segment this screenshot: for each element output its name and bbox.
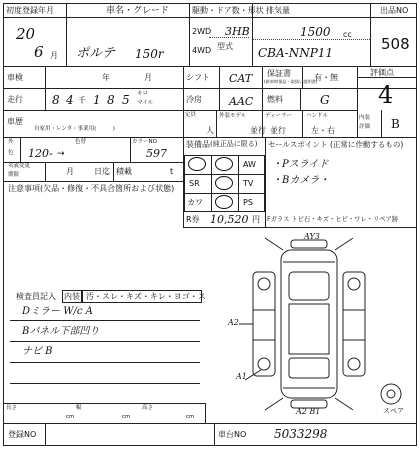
lot-label: 出品NO (380, 6, 409, 15)
inspection-year-unit: 年 (102, 73, 110, 82)
name-grade-label: 車名・グレード (106, 6, 170, 16)
history-label: 車歴 (7, 117, 23, 126)
inspector-note: Bパネル下部凹り (22, 326, 100, 337)
first-reg-month-unit: 月 (50, 51, 58, 60)
car-right-side (343, 272, 365, 376)
dealer-sub: 並行 (270, 126, 286, 135)
divider (183, 227, 265, 228)
divider (113, 162, 114, 181)
mileage-label: 走行 (7, 95, 23, 104)
equipment-circle (188, 157, 206, 171)
name-change-label: 名義変更 (8, 163, 31, 169)
divider (381, 110, 382, 137)
equipment-note: (純正品に限る) (210, 140, 258, 148)
fuel-value: G (320, 93, 330, 107)
diagram-left-mark: A2 (228, 318, 239, 327)
divider (238, 155, 239, 212)
mileage-digit: 8 (107, 93, 115, 107)
divider (370, 3, 371, 66)
divider (211, 155, 212, 212)
divider (20, 137, 21, 162)
capacity-unit: 人 (206, 126, 214, 135)
divider (302, 66, 303, 88)
first-reg-label: 初度登録年月 (6, 6, 54, 15)
glass-line: Fガラス トビ石・キズ・ヒビ・ワレ・リペア跡 (267, 216, 399, 223)
color-code-label: カラーNO (132, 139, 157, 145)
car-front-bumper (291, 240, 327, 248)
inspector-interior-tag: 内装 (64, 292, 80, 301)
sales-points-note: (正常に作動するもの) (330, 140, 404, 149)
car-windshield (289, 272, 329, 300)
divider (3, 162, 183, 163)
equipment-title: 装備品 (186, 140, 210, 149)
loading-label: 積載 (116, 167, 132, 176)
divider (3, 110, 357, 111)
handle-label: ハンドル (306, 113, 329, 119)
divider (45, 423, 46, 446)
warranty-sub: (新車時保証・取扱い説明書) (264, 79, 318, 84)
displacement-value: 1500 (300, 25, 331, 39)
divider (3, 137, 417, 138)
equipment-kawa: カワ (187, 198, 203, 207)
warranty-value: 有・無 (314, 73, 338, 82)
divider (302, 110, 303, 137)
reg-no-label: 登録NO (8, 430, 37, 439)
chassis-value: 5033298 (274, 427, 328, 441)
inspector-interior-checks: 汚・スレ・キズ・キレ・ヨゴ・ス (86, 292, 206, 301)
warranty-label: 保証書 (267, 69, 291, 78)
color-code-value: 597 (146, 147, 167, 160)
equipment-tv: TV (243, 179, 254, 188)
model-code: CBA-NNP11 (258, 46, 334, 60)
mileage-mile-unit: マイル (137, 100, 154, 106)
divider (45, 66, 46, 88)
mileage-thousand-unit: 千 (78, 96, 86, 105)
car-name: ポルテ (76, 46, 116, 61)
rsoken-value: 10,520 (210, 213, 249, 226)
divider (3, 403, 205, 404)
divider (216, 110, 217, 137)
divider (130, 137, 131, 162)
ac-label: 冷房 (186, 95, 202, 104)
name-change-period: 期限 (8, 172, 20, 178)
rsoken-unit: 円 (252, 215, 260, 224)
capacity-label: 定員 (185, 112, 197, 118)
width-label: 幅 (76, 405, 82, 411)
equipment-circle (215, 176, 233, 190)
name-change-month: 月 (66, 167, 74, 176)
inspector-note: Dミラー W/c A (22, 306, 93, 317)
length-label: 長さ (6, 405, 18, 411)
height-unit: cm (186, 414, 195, 420)
shift-value: CAT (229, 72, 253, 85)
displacement-label: 排気量 (266, 6, 290, 15)
doors-shape: 3HB (225, 25, 250, 38)
divider (10, 362, 200, 363)
height-label: 高さ (142, 405, 154, 411)
dealer-label: ディーラー (265, 113, 293, 119)
grade: 150r (135, 47, 164, 61)
length-unit: cm (66, 414, 75, 420)
mileage-digit: 1 (93, 93, 101, 107)
divider (262, 66, 263, 110)
handle-value: 左・右 (311, 126, 335, 135)
chassis-label: 車台NO (218, 430, 247, 439)
ext-model-label: 外装モデル (219, 113, 247, 119)
divider (357, 77, 417, 78)
loading-unit: t (170, 167, 174, 176)
diagram-right-mark: A1 (236, 372, 247, 381)
inspector-note: ナビ B (22, 346, 53, 357)
car-rear-window (289, 358, 329, 378)
divider (265, 137, 266, 227)
spare-tire-icon (381, 384, 401, 404)
outer-label: 外 (8, 139, 14, 145)
fuel-label: 燃料 (267, 95, 283, 104)
divider (66, 3, 67, 66)
divider (300, 88, 301, 110)
divider (253, 39, 370, 40)
divider (45, 162, 46, 181)
name-change-day: 日迄 (94, 167, 110, 176)
divider (3, 88, 417, 89)
divider (3, 181, 183, 182)
arrow-icon: → (57, 149, 65, 159)
divider (10, 341, 200, 342)
color-label: 色 (8, 150, 14, 156)
width-unit: cm (122, 414, 131, 420)
equipment-circle (215, 195, 233, 209)
interior-sub: 評価 (359, 124, 371, 130)
inspector-label: 検査員記入 (16, 292, 56, 301)
divider (10, 320, 200, 321)
inspector-checks-box (82, 290, 202, 303)
sales-point-item: ・Bカメラ・ (272, 175, 330, 186)
shift-label: シフト (186, 73, 210, 82)
divider (45, 88, 46, 110)
color-change-label: 色替 (75, 139, 87, 145)
divider (205, 403, 206, 423)
lot-number: 508 (381, 35, 410, 53)
divider (183, 66, 184, 137)
mileage-digit: 4 (66, 93, 74, 107)
car-roof (289, 304, 329, 354)
ac-value: AAC (229, 95, 254, 108)
diagram-bottom-mark: A2 B1 (296, 407, 321, 416)
drive-4wd: 4WD (192, 46, 212, 55)
equipment-sr: SR (189, 179, 200, 188)
divider (3, 17, 417, 18)
equipment-ps: PS (243, 198, 253, 207)
drive-label: 駆動・ドア数・形状 (192, 6, 264, 15)
sales-point-item: ・Pスライド (272, 159, 329, 170)
divider (10, 383, 200, 384)
mileage-digit: 8 (52, 93, 60, 107)
mileage-km-unit: キロ (137, 91, 149, 97)
notes-label: 注意事項(欠品・修復・不具合箇所および状態) (8, 184, 175, 193)
divider (219, 66, 220, 110)
ext-model-sub: 並行 (250, 126, 266, 135)
equipment-circle (215, 157, 233, 171)
divider (214, 423, 215, 446)
first-reg-year: 20 (16, 25, 36, 43)
sales-points-title: セールスポイント (268, 140, 328, 149)
history-options: 自家用・レンタ・事業用( ) (34, 126, 115, 132)
car-left-side (253, 272, 275, 376)
outer-color-value: 120- (28, 147, 53, 160)
first-reg-month: 6 (34, 43, 44, 61)
inspection-month-unit: 月 (144, 73, 152, 82)
model-label: 型式 (217, 42, 233, 51)
interior-value: B (391, 117, 400, 131)
inspection-label: 車検 (7, 73, 23, 82)
diagram-top-mark: AY3 (304, 232, 320, 241)
spare-label: スペア (383, 407, 404, 415)
interior-label: 内装 (359, 115, 371, 121)
equipment-aw: AW (243, 160, 256, 169)
drive-2wd: 2WD (192, 27, 212, 36)
divider (189, 3, 190, 66)
divider (265, 227, 417, 228)
score-value: 4 (378, 81, 394, 109)
mileage-digit: 5 (122, 93, 130, 107)
score-label: 評価点 (370, 68, 394, 77)
divider (3, 66, 417, 67)
displacement-unit: cc (343, 30, 352, 39)
rsoken-label: R券 (186, 215, 200, 224)
divider (3, 423, 417, 424)
divider (184, 193, 265, 194)
divider (184, 174, 265, 175)
